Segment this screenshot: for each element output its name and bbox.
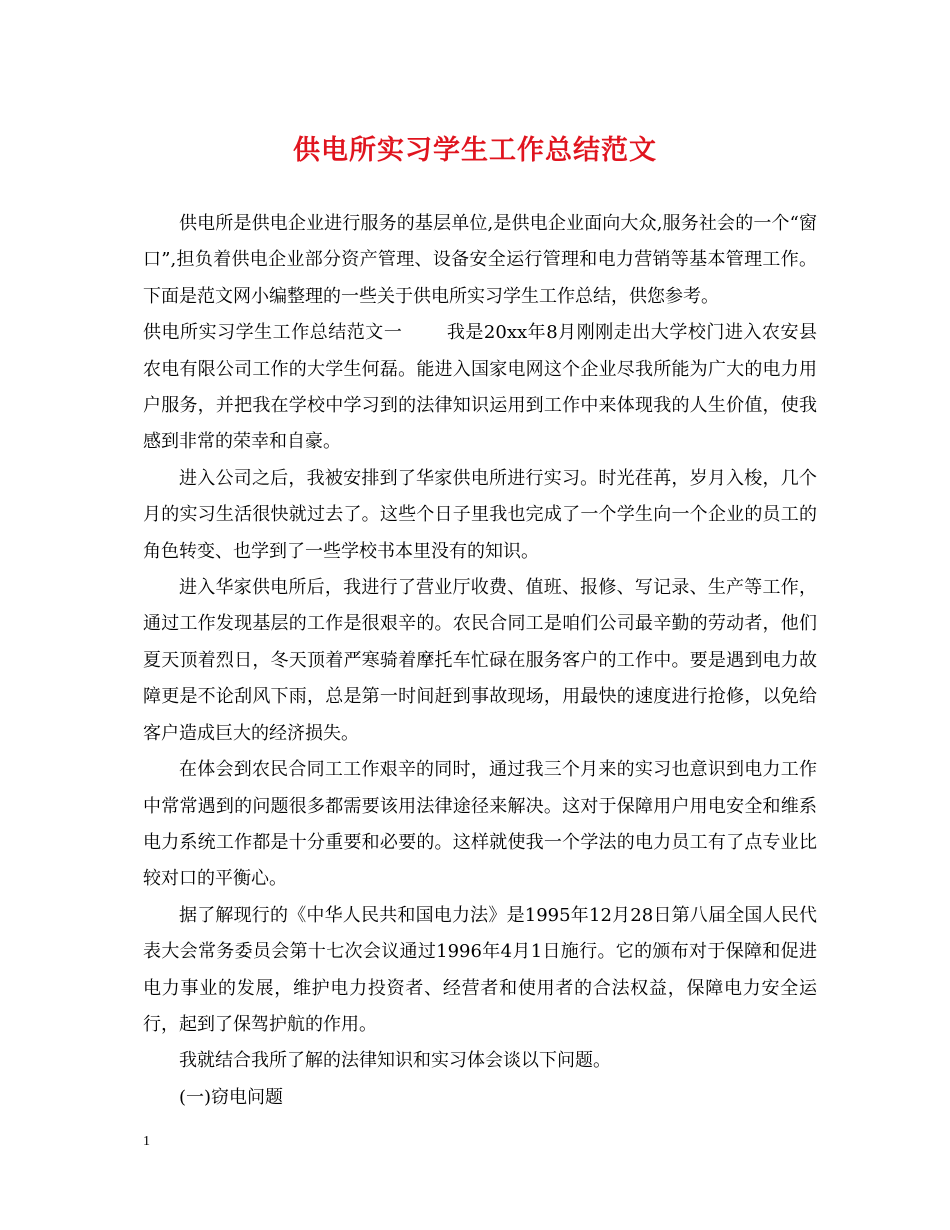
document-body xyxy=(143,206,817,1116)
body-paragraph: 我就结合我所了解的法律知识和实习体会谈以下问题。 xyxy=(179,1050,611,1072)
intro-paragraph: 供电所是供电企业进行服务的基层单位,是供电企业面向大众,服务社会的一个“窗口”,担负着供电企业部分资产管理、设备安全运行管理和电力营销等基本管理工作。下面是范文网小编整理的一些关于供电所实习学生工作总结，供您参考。 xyxy=(143,213,817,307)
section-heading: 供电所实习学生工作总结范文一 xyxy=(143,322,403,344)
section-lead-text: 我是20xx年8月刚刚走出大学校门进入农安县农电有限公司工作的大学生何磊。能进入国家电网这个企业尽我所能为广大的电力用户服务，并把我在学校中学习到的法律知识运用到工作中来体现我的人生价值，使我感到非常的荣幸和自豪。 xyxy=(143,322,817,453)
subsection-heading: (一)窃电问题 xyxy=(179,1086,284,1108)
page-number: 1 xyxy=(143,1134,150,1149)
document-title: 供电所实习学生工作总结范文 xyxy=(293,135,657,166)
body-paragraph: 进入华家供电所后，我进行了营业厅收费、值班、报修、写记录、生产等工作，通过工作发现基层的工作是很艰辛的。农民合同工是咱们公司最辛勤的劳动者，他们夏天顶着烈日，冬天顶着严寒骑着摩托车忙碌在服务客户的工作中。要是遇到电力故障更是不论刮风下雨，总是第一时间赶到事故现场，用最快的速度进行抢修，以免给客户造成巨大的经济损失。 xyxy=(143,577,817,744)
section-lead-paragraph xyxy=(143,315,817,461)
body-paragraph: 据了解现行的《中华人民共和国电力法》是1995年12月28日第八届全国人民代表大会常务委员会第十七次会议通过1996年4月1日施行。它的颁布对于保障和促进电力事业的发展，维护电力投资者、经营者和使用者的合法权益，保障电力安全运行，起到了保驾护航的作用。 xyxy=(143,904,817,1035)
body-paragraph: 在体会到农民合同工工作艰辛的同时，通过我三个月来的实习也意识到电力工作中常常遇到的问题很多都需要该用法律途径来解决。这对于保障用户用电安全和维系电力系统工作都是十分重要和必要的。这样就使我一个学法的电力员工有了点专业比较对口的平衡心。 xyxy=(143,759,817,890)
body-paragraph: 进入公司之后，我被安排到了华家供电所进行实习。时光荏苒，岁月入梭，几个月的实习生活很快就过去了。这些个日子里我也完成了一个学生向一个企业的员工的角色转变、也学到了一些学校书本里没有的知识。 xyxy=(143,467,817,562)
